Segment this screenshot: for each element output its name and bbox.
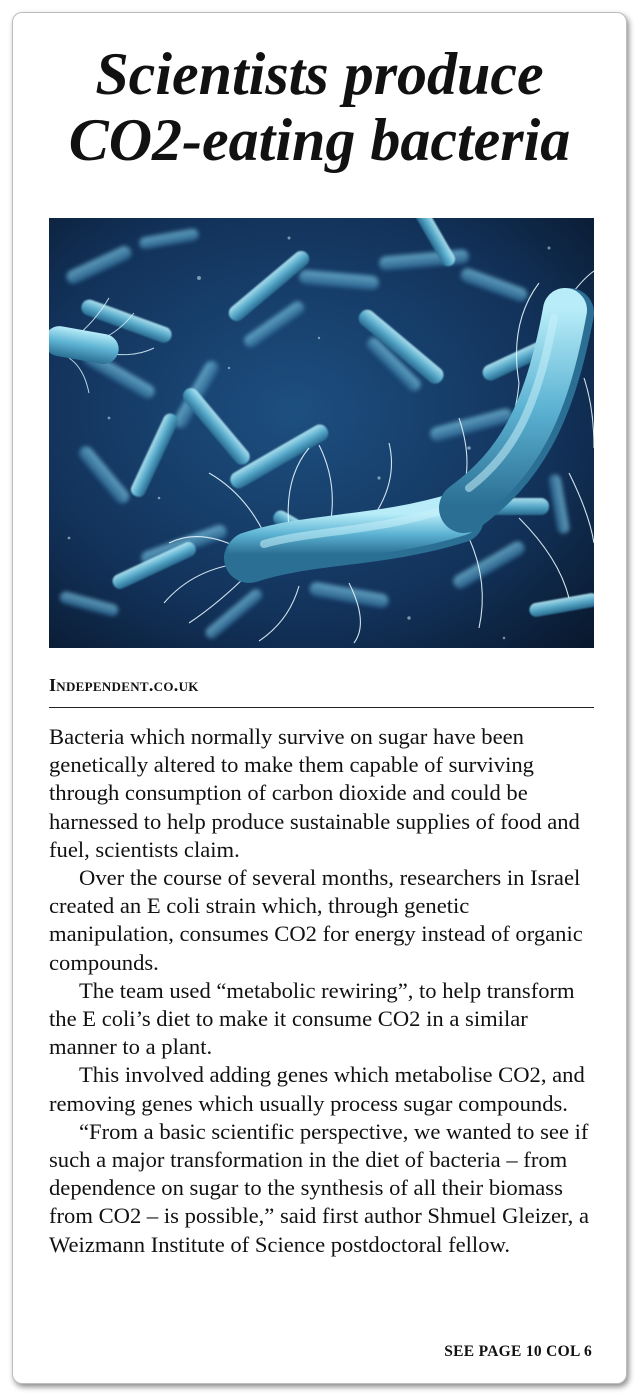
bacteria-illustration [49, 218, 594, 648]
paragraph: “From a basic scientific perspective, we wanted to see if such a major transformation in the diet of bacteria – from dependence on sugar to the synthesis of all their biomass from CO2 – is possible,” said first author Shmuel Gleizer, a Weizmann Institute of Science postdoctoral fellow. [49, 1118, 589, 1257]
article-card [12, 12, 627, 1384]
source-credit: Independent.co.uk [49, 675, 199, 695]
continuation-reference: SEE PAGE 10 COL 6 [444, 1343, 592, 1360]
paragraph: Over the course of several months, researchers in Israel created an E coli strain which, through genetic manipulation, consumes CO2 for energy instead of organic compounds. [49, 865, 583, 975]
paragraph: The team used “metabolic rewiring”, to help transform the E coli’s diet to make it consume CO2 in a similar manner to a plant. [49, 977, 575, 1060]
headline [13, 41, 626, 173]
headline-line-2: CO2-eating bacteria [68, 107, 571, 173]
divider [49, 707, 594, 708]
paragraph: Bacteria which normally survive on sugar have been genetically altered to make them capable of surviving through consumption of carbon dioxide and could be harnessed to help produce sustainable supplies of food and fuel, scientists claim. [49, 724, 580, 862]
bacteria-photo [49, 218, 594, 648]
headline-line-1: Scientists produce [95, 41, 544, 107]
paragraph: This involved adding genes which metabolise CO2, and removing genes which usually process sugar compounds. [49, 1062, 585, 1116]
article-body [49, 723, 594, 1259]
